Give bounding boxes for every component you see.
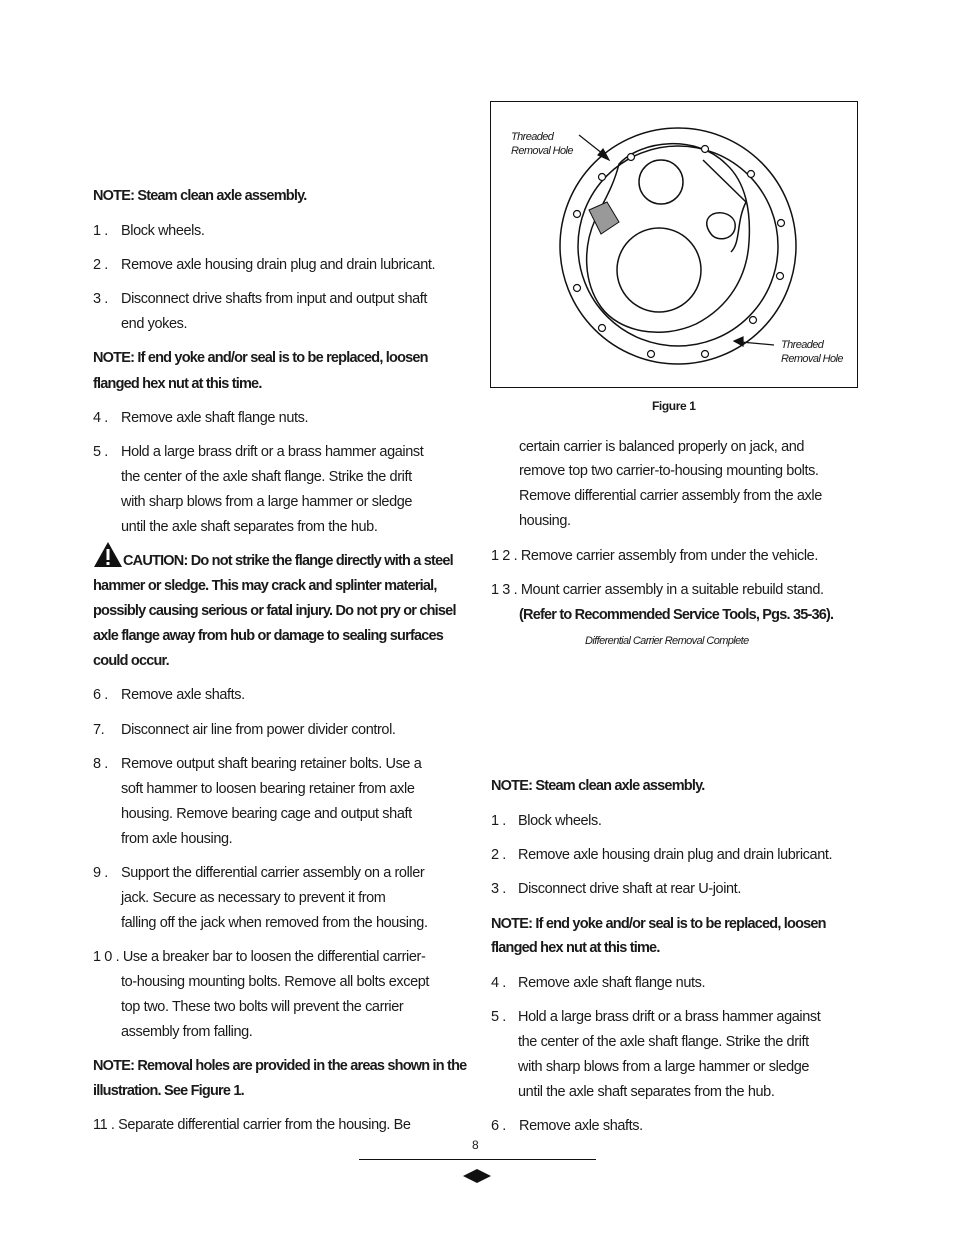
step-text: 1 3 . Mount carrier assembly in a suitable rebuild stand.: [491, 582, 824, 598]
step-text: with sharp blows from a large hammer or sledge: [518, 1059, 810, 1075]
step-text: assembly from falling.: [121, 1024, 253, 1040]
figure-caption: Figure 1: [652, 399, 696, 413]
step-text: housing.: [519, 513, 571, 529]
note-end-yoke: flanged hex nut at this time.: [93, 376, 262, 392]
caution-text: axle flange away from hub or damage to sealing surfaces: [93, 628, 444, 644]
footer-rule: [359, 1159, 596, 1160]
step-text: jack. Secure as necessary to prevent it from: [121, 890, 386, 906]
step-text: falling off the jack when removed from the housing.: [121, 915, 428, 931]
step-text: Remove axle housing drain plug and drain lubricant.: [518, 847, 833, 863]
step-number: 6 .: [491, 1118, 506, 1134]
step-text: 1 0 . Use a breaker bar to loosen the differential carrier-: [93, 949, 426, 965]
step-text: until the axle shaft separates from the hub.: [518, 1084, 775, 1100]
step-text: housing. Remove bearing cage and output shaft: [121, 806, 412, 822]
step-text: certain carrier is balanced properly on jack, and: [519, 439, 805, 455]
step-text: Disconnect air line from power divider control.: [121, 722, 396, 738]
section-complete-label: Differential Carrier Removal Complete: [585, 635, 749, 647]
caution-text: could occur.: [93, 653, 169, 669]
step-text: the center of the axle shaft flange. Strike the drift: [121, 469, 412, 485]
service-tools-reference: (Refer to Recommended Service Tools, Pgs. 35-36).: [519, 607, 834, 623]
step-text: top two. These two bolts will prevent the carrier: [121, 999, 404, 1015]
threaded-removal-hole-label: Removal Hole: [781, 353, 843, 365]
step-text: until the axle shaft separates from the hub.: [121, 519, 378, 535]
step-text: the center of the axle shaft flange. Strike the drift: [518, 1034, 809, 1050]
step-text: Remove axle shaft flange nuts.: [518, 975, 706, 991]
step-number: 5 .: [93, 444, 108, 460]
step-text: Disconnect drive shaft at rear U-joint.: [518, 881, 741, 897]
step-number: 8 .: [93, 756, 108, 772]
note-end-yoke: NOTE: If end yoke and/or seal is to be replaced, loosen: [93, 350, 428, 366]
note-steam-clean: NOTE: Steam clean axle assembly.: [93, 188, 307, 204]
warning-icon: [93, 541, 123, 568]
step-text: remove top two carrier-to-housing mounting bolts.: [519, 463, 819, 479]
step-text: with sharp blows from a large hammer or sledge: [121, 494, 413, 510]
step-number: 1 .: [93, 223, 108, 239]
step-text: Remove axle housing drain plug and drain lubricant.: [121, 257, 436, 273]
step-text: Hold a large brass drift or a brass hammer against: [121, 444, 424, 460]
step-text: Remove axle shafts.: [519, 1118, 643, 1134]
step-text: 1 2 . Remove carrier assembly from under the vehicle.: [491, 548, 818, 564]
step-number: 5 .: [491, 1009, 506, 1025]
step-number: 2 .: [93, 257, 108, 273]
step-text: Hold a large brass drift or a brass hammer against: [518, 1009, 821, 1025]
step-text: Block wheels.: [518, 813, 602, 829]
caution-text: CAUTION: Do not strike the flange directly with a steel: [123, 553, 453, 569]
step-number: 9 .: [93, 865, 108, 881]
step-text: to-housing mounting bolts. Remove all bolts except: [121, 974, 430, 990]
page-number: 8: [472, 1138, 479, 1152]
step-number: 7.: [93, 722, 105, 738]
note-removal-holes: NOTE: Removal holes are provided in the areas shown in the: [93, 1058, 467, 1074]
caution-text: hammer or sledge. This may crack and splinter material,: [93, 578, 437, 594]
threaded-removal-hole-label: Removal Hole: [511, 145, 573, 157]
step-number: 2 .: [491, 847, 506, 863]
step-text: Remove axle shaft flange nuts.: [121, 410, 309, 426]
note-removal-holes: illustration. See Figure 1.: [93, 1083, 244, 1099]
step-number: 3 .: [491, 881, 506, 897]
figure-1-diagram: [490, 101, 858, 388]
step-text: Disconnect drive shafts from input and output shaft: [121, 291, 428, 307]
step-text: Support the differential carrier assembly on a roller: [121, 865, 425, 881]
threaded-removal-hole-label: Threaded: [781, 339, 824, 351]
note-steam-clean: NOTE: Steam clean axle assembly.: [491, 778, 705, 794]
diamond-icon: [463, 1169, 491, 1183]
step-text: Remove axle shafts.: [121, 687, 245, 703]
step-text: 11 . Separate differential carrier from the housing. Be: [93, 1117, 411, 1133]
step-text: Remove output shaft bearing retainer bolts. Use a: [121, 756, 422, 772]
step-number: 6 .: [93, 687, 108, 703]
note-end-yoke: flanged hex nut at this time.: [491, 940, 660, 956]
caution-text: possibly causing serious or fatal injury. Do not pry or chisel: [93, 603, 456, 619]
step-number: 3 .: [93, 291, 108, 307]
note-end-yoke: NOTE: If end yoke and/or seal is to be replaced, loosen: [491, 916, 826, 932]
step-number: 1 .: [491, 813, 506, 829]
step-text: soft hammer to loosen bearing retainer from axle: [121, 781, 415, 797]
step-text: Remove differential carrier assembly from the axle: [519, 488, 822, 504]
threaded-removal-hole-label: Threaded: [511, 131, 554, 143]
step-text: from axle housing.: [121, 831, 233, 847]
step-text: Block wheels.: [121, 223, 205, 239]
step-number: 4 .: [93, 410, 108, 426]
step-text: end yokes.: [121, 316, 188, 332]
step-number: 4 .: [491, 975, 506, 991]
